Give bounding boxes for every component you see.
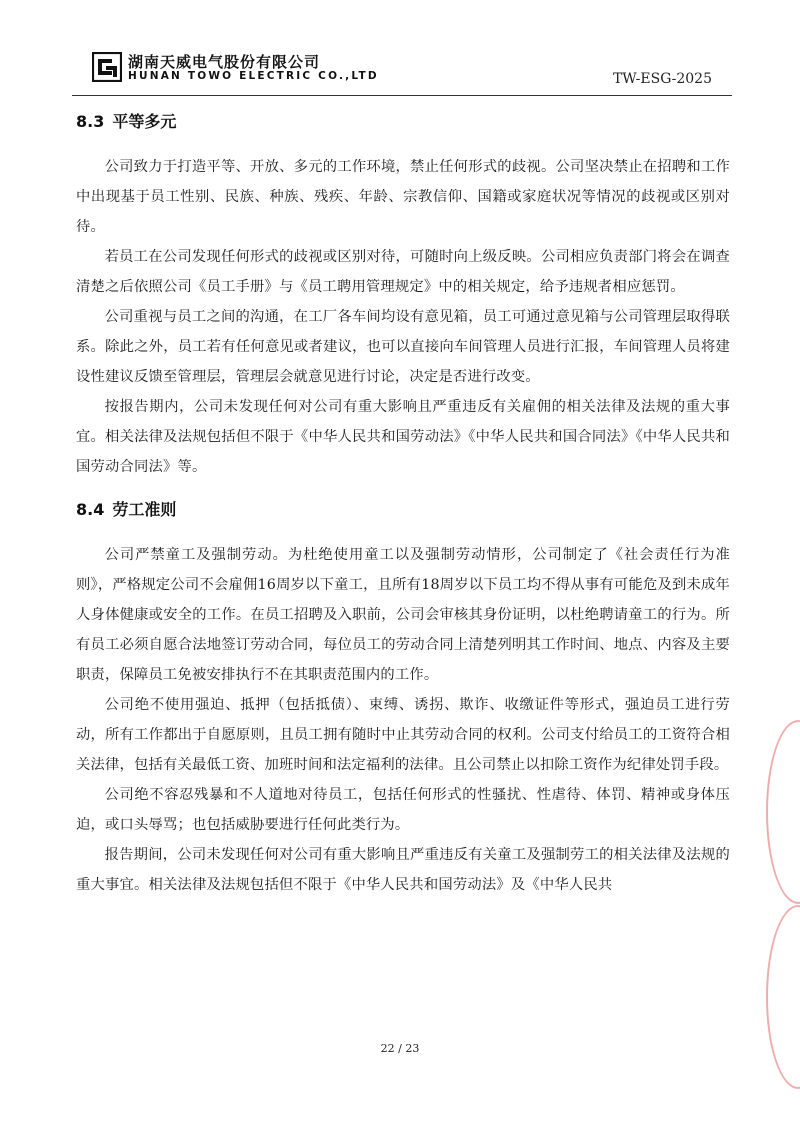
paragraph: 公司致力于打造平等、开放、多元的工作环境，禁止任何形式的歧视。公司坚决禁止在招聘和工作中出现基于员工性别、民族、种族、残疾、年龄、宗教信仰、国籍或家庭状况等情况的歧视或区别对待。 [76,159,730,235]
seal-stamp-mark [766,720,800,904]
document-code: TW-ESG-2025 [612,71,712,87]
page-header [0,0,800,100]
paragraph: 报告期间，公司未发现任何对公司有重大影响且严重违反有关童工及强制劳工的相关法律及法规的重大事宜。相关法律及法规包括但不限于《中华人民共和国劳动法》及《中华人民共 [76,847,730,893]
section-title-8-4 [76,494,730,526]
company-name-en: HUNAN TOWO ELECTRIC CO.,LTD [128,70,379,82]
page-content [76,100,730,900]
paragraph: 按报告期内，公司未发现任何对公司有重大影响且严重违反有关雇佣的相关法律及法规的重大事宜。相关法律及法规包括但不限于《中华人民共和国劳动法》《中华人民共和国合同法》《中华人民共和国劳动合同法》等。 [76,399,730,475]
seal-stamp-mark [766,905,800,1089]
section-number: 8.4 [76,500,105,519]
page-number: 22 / 23 [380,1042,420,1055]
section-title-text: 平等多元 [112,112,177,131]
paragraph: 公司重视与员工之间的沟通，在工厂各车间均设有意见箱，员工可通过意见箱与公司管理层取得联系。除此之外，员工若有任何意见或者建议，也可以直接向车间管理人员进行汇报，车间管理人员将建设性建议反馈至管理层，管理层会就意见进行讨论，决定是否进行改变。 [76,309,730,385]
company-name-cn: 湖南天威电气股份有限公司 [128,53,321,71]
section-number: 8.3 [76,112,105,131]
company-logo-icon [92,52,122,82]
header-divider [72,95,732,96]
paragraph: 公司绝不容忍残暴和不人道地对待员工，包括任何形式的性骚扰、性虐待、体罚、精神或身体压迫，或口头辱骂；也包括威胁要进行任何此类行为。 [76,787,730,833]
paragraph: 公司严禁童工及强制劳动。为杜绝使用童工以及强制劳动情形，公司制定了《社会责任行为准则》，严格规定公司不会雇佣16周岁以下童工，且所有18周岁以下员工均不得从事有可能危及到未成年人身体健康或安全的工作。在员工招聘及入职前，公司会审核其身份证明，以杜绝聘请童工的行为。所有员工必须自愿合法地签订劳动合同，每位员工的劳动合同上清楚列明其工作时间、地点、内容及主要职责，保障员工免被安排执行不在其职责范围内的工作。 [76,547,730,683]
paragraph: 公司绝不使用强迫、抵押（包括抵债）、束缚、诱拐、欺诈、收缴证件等形式，强迫员工进行劳动，所有工作都出于自愿原则，且员工拥有随时中止其劳动合同的权利。公司支付给员工的工资符合相关法律，包括有关最低工资、加班时间和法定福利的法律。且公司禁止以扣除工资作为纪律处罚手段。 [76,697,730,773]
section-title-text: 劳工准则 [112,500,177,519]
paragraph: 若员工在公司发现任何形式的歧视或区别对待，可随时向上级反映。公司相应负责部门将会在调查清楚之后依照公司《员工手册》与《员工聘用管理规定》中的相关规定，给予违规者相应惩罚。 [76,249,730,295]
section-title-8-3 [76,106,730,138]
